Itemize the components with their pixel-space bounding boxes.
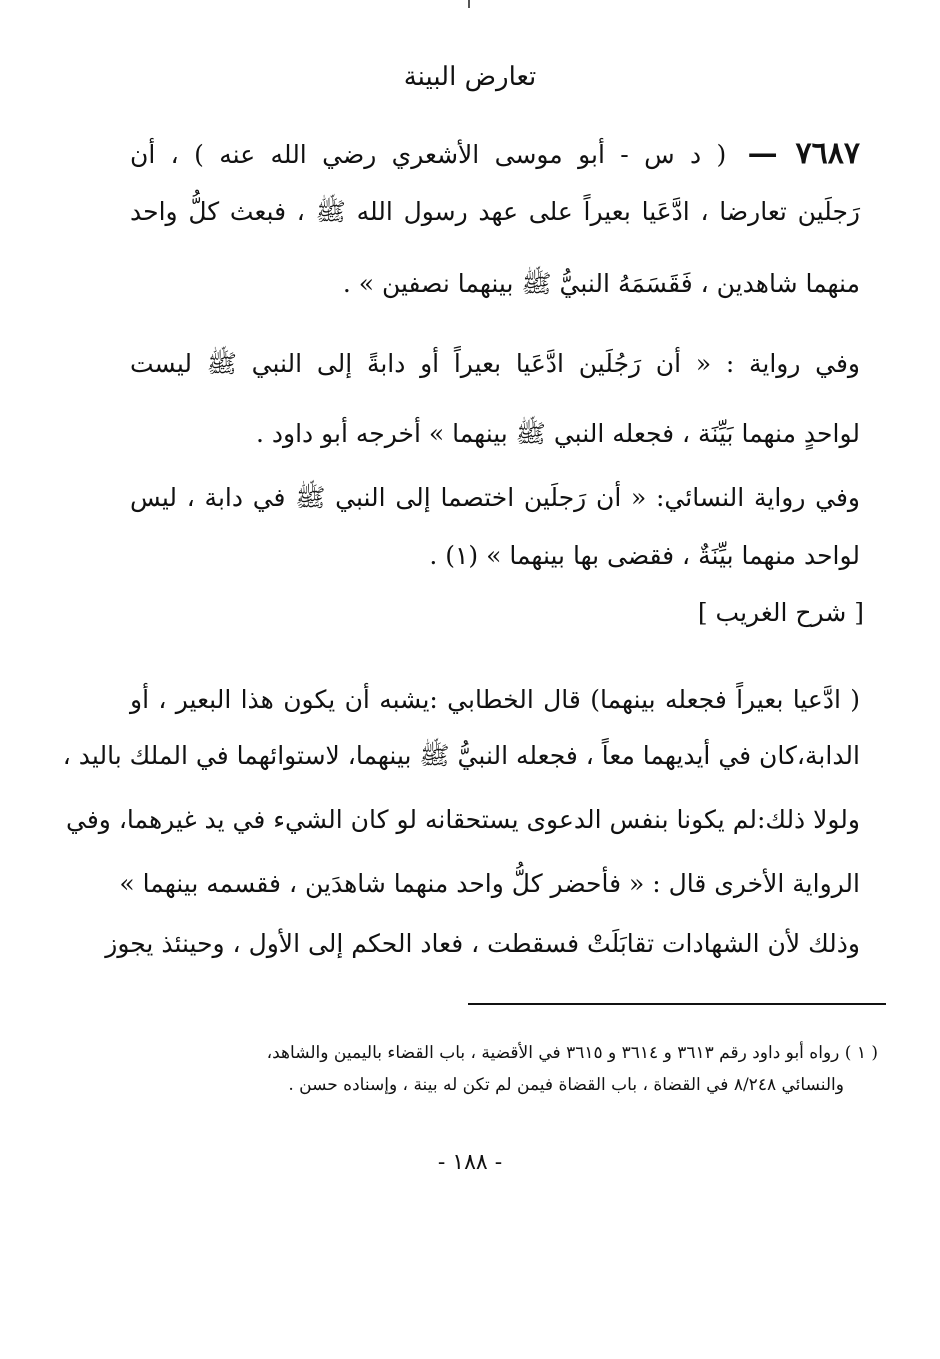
section-title: [ شرح الغريب ] bbox=[697, 598, 864, 627]
footnote-line-2: والنسائي ٨/٢٤٨ في القضاة ، باب القضاة فيمن لم تكن له بينة ، وإسناده حسن . bbox=[288, 1075, 844, 1095]
scan-mark bbox=[468, 0, 470, 8]
page-header-title: تعارض البينة bbox=[403, 62, 537, 92]
riwaya-1-line-1: وفي رواية : « أن رَجُلَين ادَّعَيا بعيراً أو دابةً إلى النبي ﷺ ليست bbox=[130, 349, 860, 378]
hadith-line-1 bbox=[130, 134, 860, 175]
riwaya-2-line-2: لواحد منهما بيِّنَةٌ ، فقضى بها بينهما » (١) . bbox=[429, 541, 860, 570]
sharh-line-2: الدابة،كان في أيديهما معاً ، فجعله النبيُّ ﷺ بينهما، لاستوائهما في الملك باليد ، bbox=[62, 741, 860, 770]
hadith-number: ٧٦٨٧ — bbox=[747, 136, 860, 171]
page-number: - ١٨٨ - bbox=[437, 1150, 503, 1175]
hadith-line-1-text: ( د س - أبو موسى الأشعري رضي الله عنه ) ، أن bbox=[130, 140, 727, 169]
riwaya-2-line-1: وفي رواية النسائي: « أن رَجلَين اختصما إلى النبي ﷺ في دابة ، ليس bbox=[130, 483, 860, 512]
sharh-line-1: ( ادَّعيا بعيراً فجعله بينهما) قال الخطابي :يشبه أن يكون هذا البعير ، أو bbox=[130, 685, 860, 714]
sharh-line-3: ولولا ذلك:لم يكونا بنفس الدعوى يستحقانه لو كان الشيء في يد غيرهما، وفي bbox=[66, 805, 860, 834]
riwaya-1-line-2: لواحدٍ منهما بَيِّنَة ، فجعله النبي ﷺ بينهما » أخرجه أبو داود . bbox=[255, 419, 860, 448]
footnote-divider bbox=[468, 1003, 886, 1005]
hadith-line-3: منهما شاهدين ، فَقَسَمَهُ النبيُّ ﷺ بينهما نصفين » . bbox=[342, 269, 860, 298]
footnote-line-1: ( ١ ) رواه أبو داود رقم ٣٦١٣ و ٣٦١٤ و ٣٦١٥ في الأقضية ، باب القضاء باليمين والشاهد، bbox=[266, 1043, 878, 1063]
hadith-line-2: رَجلَين تعارضا ، ادَّعَيا بعيراً على عهد رسول الله ﷺ ، فبعث كلُّ واحد bbox=[130, 197, 860, 226]
sharh-line-4: الرواية الأخرى قال : « فأحضر كلُّ واحد منهما شاهدَين ، فقسمه بينهما » bbox=[119, 869, 860, 898]
sharh-line-5: وذلك لأن الشهادات تقابَلَتْ فسقطت ، فعاد الحكم إلى الأول ، وحينئذ يجوز bbox=[105, 929, 860, 958]
